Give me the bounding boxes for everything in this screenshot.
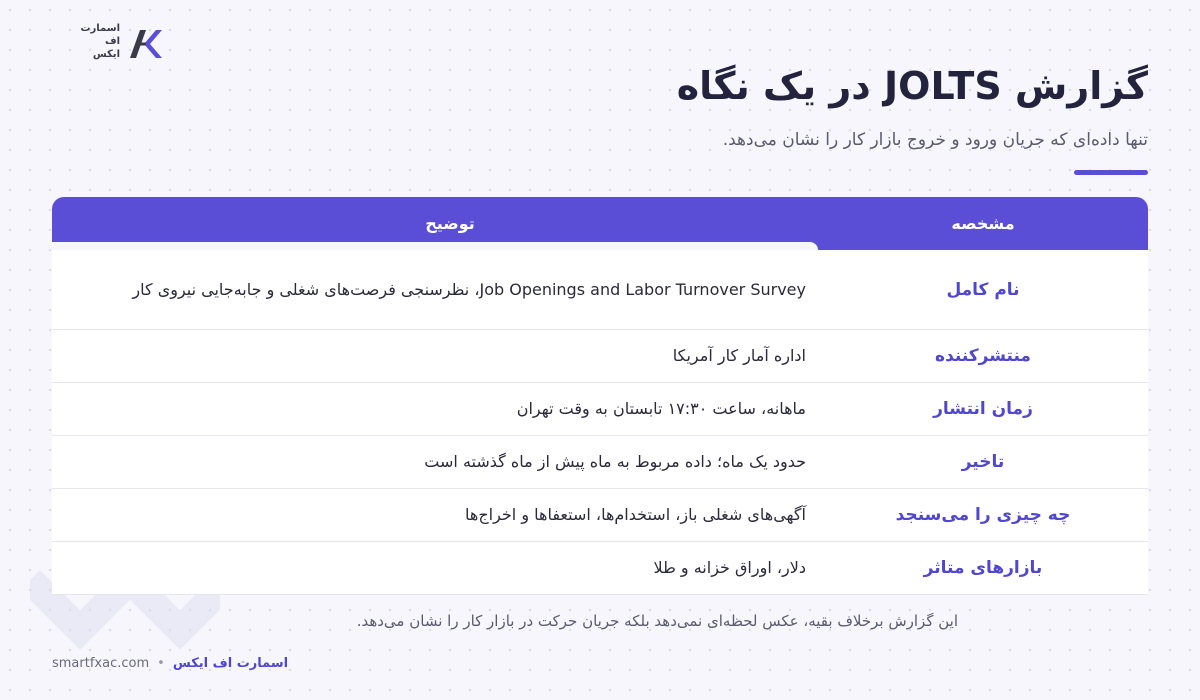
logo-text-line3: ایکس (92, 49, 120, 60)
row-description: دلار، اوراق خزانه و طلا (653, 558, 806, 577)
page-title: گزارش JOLTS در یک نگاه (676, 64, 1148, 108)
row-feature: چه چیزی را می‌سنجد (895, 505, 1071, 525)
logo-mark-icon (126, 24, 170, 64)
table-row (52, 383, 1148, 436)
row-description: ماهانه، ساعت ۱۷:۳۰ تابستان به وقت تهران (516, 399, 806, 418)
row-feature: نام کامل (946, 279, 1020, 300)
page-subtitle: تنها داده‌ای که جریان ورود و خروج بازار کار را نشان می‌دهد. (722, 130, 1148, 150)
logo-text-line2: اف (104, 36, 120, 47)
row-description: اداره آمار کار آمریکا (672, 346, 806, 365)
table-row (52, 436, 1148, 489)
row-feature: بازارهای متاثر (923, 558, 1043, 578)
table-row (52, 250, 1148, 330)
logo-text-line1: اسمارت (80, 23, 120, 34)
footnote: این گزارش برخلاف بقیه، عکس لحظه‌ای نمی‌دهد بلکه جریان حرکت در بازار کار را نشان می‌دهد. (356, 612, 958, 630)
brand-logo[interactable] (70, 18, 175, 68)
row-description: Job Openings and Labor Turnover Survey، نظرسنجی فرصت‌های شغلی و جابه‌جایی نیروی کار (132, 279, 806, 299)
row-feature: تاخیر (961, 452, 1005, 472)
logo-text (70, 22, 120, 61)
column-header-feature: مشخصه (951, 214, 1015, 233)
title-accent-bar (1074, 170, 1148, 175)
footer-brand: اسمارت اف ایکس (172, 656, 289, 671)
jolts-table (52, 197, 1148, 595)
row-feature: منتشرکننده (935, 346, 1031, 366)
footer-separator: • (157, 656, 165, 671)
table-row (52, 542, 1148, 595)
table-row (52, 330, 1148, 383)
row-description: حدود یک ماه؛ داده مربوط به ماه پیش از ماه گذشته است (424, 452, 806, 471)
table-row (52, 489, 1148, 542)
row-feature: زمان انتشار (933, 399, 1033, 419)
table-header (52, 197, 1148, 250)
row-description: آگهی‌های شغلی باز، استخدام‌ها، استعفاها و اخراج‌ها (465, 505, 806, 524)
column-header-description: توضیح (425, 214, 475, 233)
footer (52, 656, 288, 671)
header-notch (52, 242, 818, 250)
footer-site-link[interactable]: smartfxac.com (52, 656, 150, 671)
